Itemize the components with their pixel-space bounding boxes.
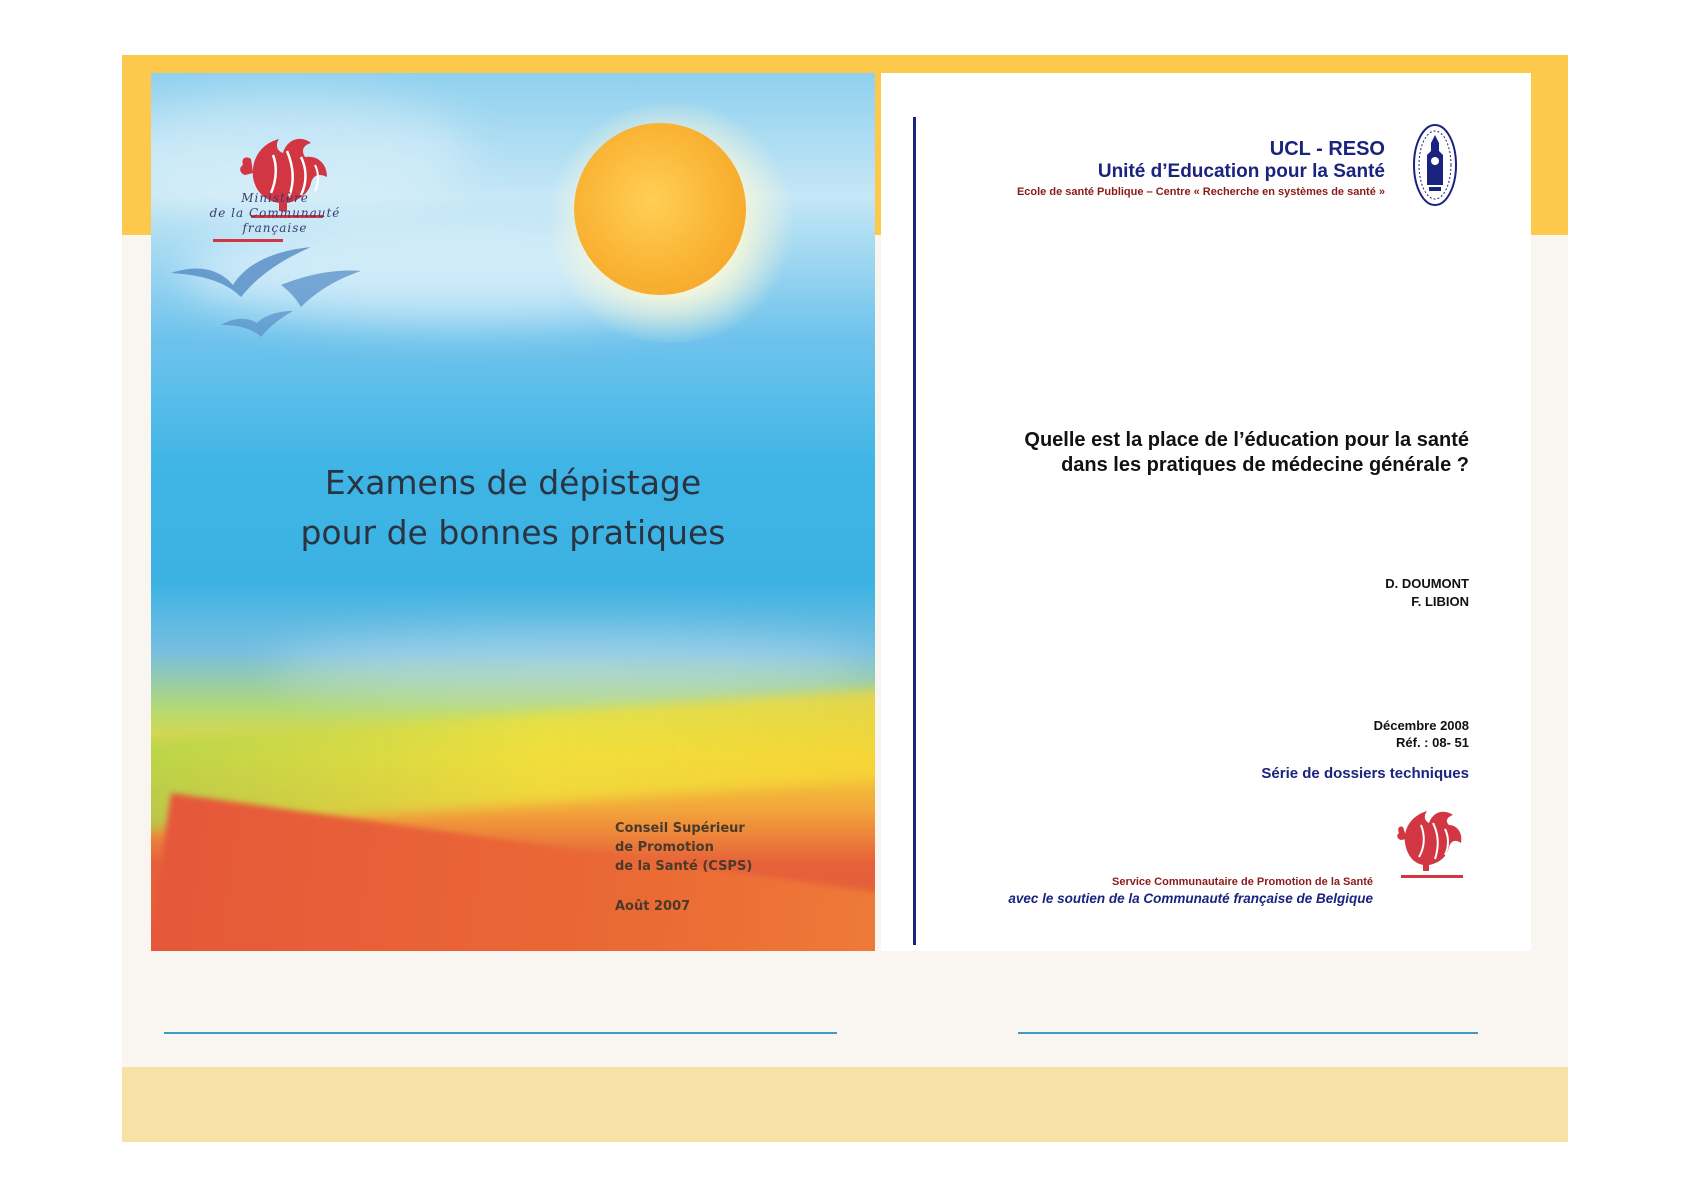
cover-title bbox=[151, 458, 875, 558]
ministry-line: Ministère bbox=[241, 191, 309, 205]
publisher-line: de Promotion bbox=[615, 840, 714, 855]
header-unit: Unité d’Education pour la Santé bbox=[1097, 161, 1385, 182]
footer-rule-right bbox=[1018, 1032, 1478, 1034]
footer-rule-left bbox=[164, 1032, 837, 1034]
ucl-seal-icon bbox=[1411, 121, 1459, 209]
cover-title-line: pour de bonnes pratiques bbox=[300, 513, 726, 552]
author-name: D. DOUMONT bbox=[1385, 576, 1469, 591]
publisher-line: Conseil Supérieur bbox=[615, 821, 745, 836]
sun bbox=[574, 123, 746, 295]
left-cover bbox=[151, 73, 875, 951]
report-question bbox=[1024, 428, 1469, 478]
report-date: Décembre 2008 bbox=[1373, 718, 1469, 733]
bottom-band bbox=[122, 1067, 1568, 1142]
ministry-name bbox=[195, 191, 355, 236]
right-cover bbox=[881, 73, 1531, 951]
question-line: Quelle est la place de l’éducation pour la santé bbox=[1024, 429, 1469, 451]
header-title: UCL - RESO bbox=[1269, 138, 1385, 160]
service-name: Service Communautaire de Promotion de la Santé bbox=[1111, 876, 1373, 888]
slide bbox=[122, 55, 1568, 1142]
cloud-haze bbox=[271, 633, 871, 703]
vertical-rule bbox=[913, 117, 916, 945]
report-date-block bbox=[1374, 717, 1469, 751]
cover-title-line: Examens de dépistage bbox=[324, 463, 702, 502]
cover-publisher bbox=[615, 819, 855, 876]
author-name: F. LIBION bbox=[1411, 594, 1469, 609]
publisher-line: de la Santé (CSPS) bbox=[615, 859, 753, 874]
series-name: Série de dossiers techniques bbox=[1261, 765, 1469, 782]
cover-date: Août 2007 bbox=[615, 899, 691, 914]
report-reference: Réf. : 08- 51 bbox=[1396, 735, 1469, 750]
ministry-line: française bbox=[242, 221, 308, 235]
ministry-line: de la Communauté bbox=[209, 206, 341, 220]
authors bbox=[1385, 575, 1469, 611]
rooster-logo-icon bbox=[1393, 805, 1465, 881]
support-line: avec le soutien de la Communauté française de Belgique bbox=[1008, 891, 1373, 906]
question-line: dans les pratiques de médecine générale ? bbox=[1061, 454, 1469, 476]
header-school: Ecole de santé Publique – Centre « Recherche en systèmes de santé » bbox=[1016, 186, 1385, 198]
seagulls-icon bbox=[161, 233, 371, 343]
